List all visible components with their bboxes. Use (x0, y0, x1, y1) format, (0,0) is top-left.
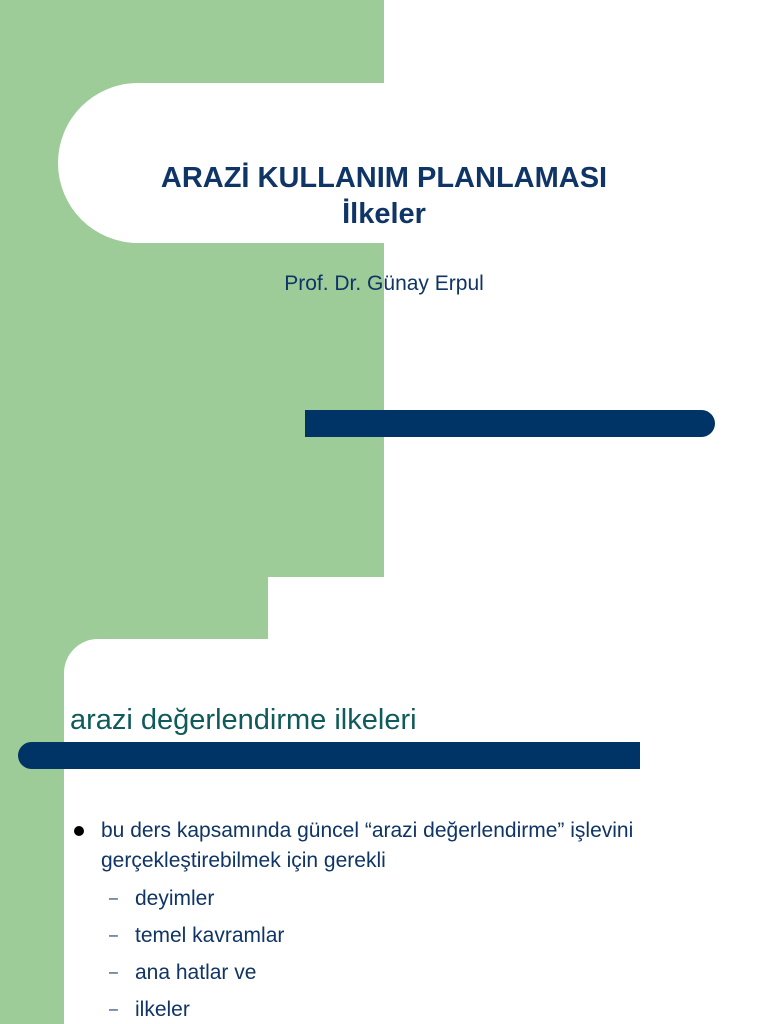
sub-item-label: deyimler (135, 887, 215, 910)
sub-item-label: ana hatlar ve (135, 961, 257, 984)
bullet-list (74, 816, 734, 1024)
slide-title-line2: İlkeler (342, 198, 426, 230)
sub-item (101, 991, 734, 1024)
sub-item (101, 917, 734, 954)
bullet-dot-icon (74, 826, 84, 836)
dash-icon: – (109, 1001, 118, 1018)
white-decor-area (268, 577, 768, 639)
sub-item-label: ilkeler (135, 998, 190, 1021)
slide-title (58, 160, 710, 232)
dash-icon: – (109, 927, 118, 944)
sub-item-label: temel kavramlar (135, 924, 285, 947)
slide-title-line1: ARAZİ KULLANIM PLANLAMASI (160, 162, 608, 194)
navy-decor-bar (18, 742, 640, 769)
bullet-text: bu ders kapsamında güncel “arazi değerlendirme” işlevini gerçekleştirebilmek için gerekli (101, 819, 634, 872)
content-slide (0, 577, 768, 1024)
dash-icon: – (109, 890, 118, 907)
slide-heading: arazi değerlendirme ilkeleri (70, 704, 417, 736)
dash-icon: – (109, 964, 118, 981)
author-name: Prof. Dr. Günay Erpul (284, 272, 484, 295)
navy-decor-bar (305, 410, 715, 437)
sub-list (101, 880, 734, 1024)
sub-item (101, 880, 734, 917)
sub-item (101, 954, 734, 991)
bullet-item (74, 816, 734, 1024)
